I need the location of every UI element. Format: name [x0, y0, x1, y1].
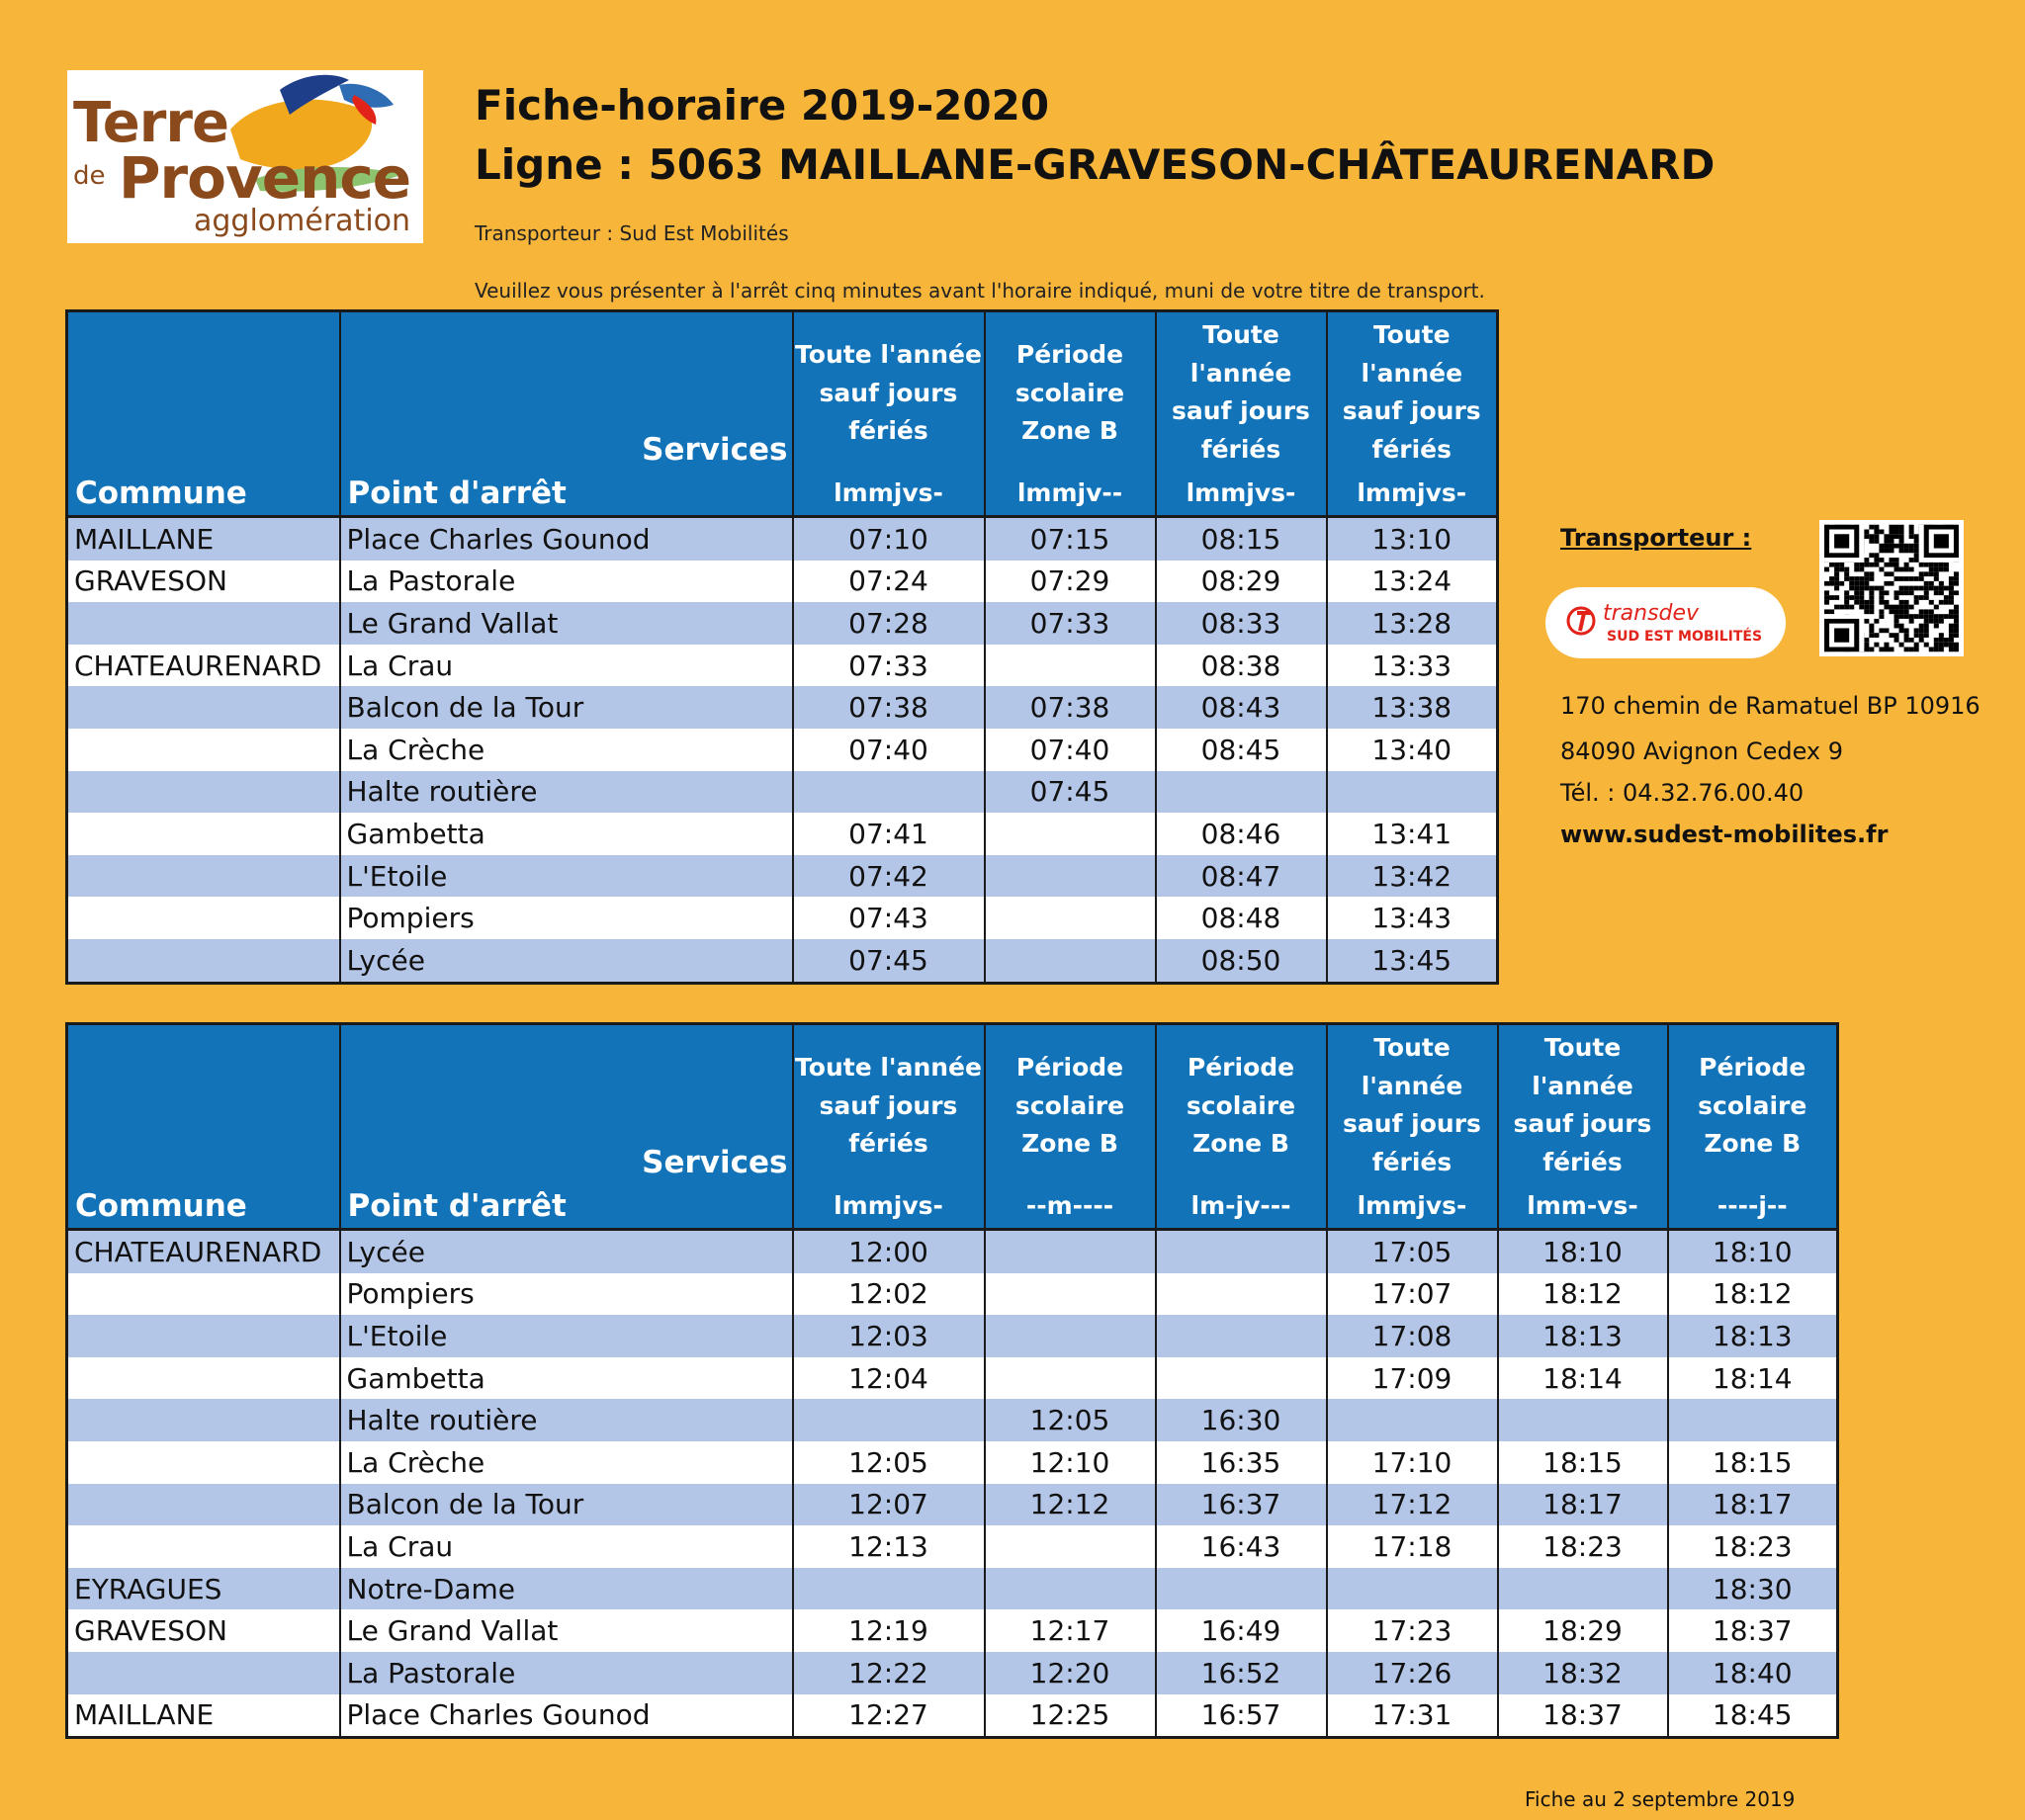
- time-cell: 18:29: [1498, 1609, 1668, 1652]
- stop-cell: La Pastorale: [340, 1652, 793, 1694]
- logo-text-terre: Terre: [73, 91, 228, 155]
- stop-cell: La Crau: [340, 1525, 793, 1568]
- time-cell: [1498, 1399, 1668, 1441]
- service-desc: Toute l'année sauf jours fériés: [1343, 1033, 1481, 1176]
- table-row: [67, 1525, 1838, 1568]
- time-cell: 16:35: [1156, 1441, 1327, 1484]
- table-row: [67, 517, 1498, 561]
- table-header-row: [67, 1024, 1838, 1230]
- time-cell: 16:57: [1156, 1694, 1327, 1738]
- table-row: [67, 686, 1498, 729]
- time-cell: 12:20: [985, 1652, 1156, 1694]
- stop-cell: Halte routière: [340, 771, 793, 814]
- time-cell: 12:07: [793, 1484, 985, 1526]
- service-desc: Toute l'année sauf jours fériés: [795, 1053, 982, 1158]
- commune-label: Commune: [75, 476, 247, 511]
- header-service: [985, 311, 1156, 517]
- time-cell: 18:37: [1668, 1609, 1838, 1652]
- table-row: [67, 1315, 1838, 1357]
- stop-cell: Gambetta: [340, 813, 793, 855]
- stop-cell: Pompiers: [340, 1273, 793, 1316]
- time-cell: 17:08: [1327, 1315, 1498, 1357]
- time-cell: 08:46: [1156, 813, 1327, 855]
- stop-cell: Place Charles Gounod: [340, 1694, 793, 1738]
- stop-cell: Lycée: [340, 1230, 793, 1273]
- time-cell: 08:45: [1156, 729, 1327, 771]
- service-code: --m----: [1025, 1191, 1114, 1220]
- time-cell: 07:24: [793, 561, 985, 603]
- table-row: [67, 1230, 1838, 1273]
- stop-cell: L'Etoile: [340, 855, 793, 898]
- time-cell: [985, 1568, 1156, 1610]
- time-cell: 18:12: [1498, 1273, 1668, 1316]
- table-row: [67, 1694, 1838, 1738]
- stop-cell: L'Etoile: [340, 1315, 793, 1357]
- commune-cell: [67, 1525, 340, 1568]
- header-service: [1327, 311, 1498, 517]
- logo-text-provence: Provence: [119, 144, 411, 212]
- commune-cell: [67, 686, 340, 729]
- time-cell: 18:40: [1668, 1652, 1838, 1694]
- time-cell: 12:04: [793, 1357, 985, 1400]
- service-code: lmmjvs-: [1357, 1191, 1467, 1220]
- table-row: [67, 645, 1498, 687]
- time-cell: 18:37: [1498, 1694, 1668, 1738]
- time-cell: 12:19: [793, 1609, 985, 1652]
- services-label: Services: [642, 1145, 788, 1180]
- time-cell: 07:45: [793, 939, 985, 983]
- stop-cell: La Pastorale: [340, 561, 793, 603]
- service-desc: Période scolaire Zone B: [1014, 340, 1125, 445]
- transdev-mark-icon: [1565, 603, 1601, 639]
- time-cell: [985, 1230, 1156, 1273]
- time-cell: 13:38: [1327, 686, 1498, 729]
- time-cell: 12:25: [985, 1694, 1156, 1738]
- table-row: [67, 729, 1498, 771]
- service-code: lmmjvs-: [834, 1191, 943, 1220]
- time-cell: [1156, 1568, 1327, 1610]
- time-cell: 17:10: [1327, 1441, 1498, 1484]
- time-cell: 18:13: [1498, 1315, 1668, 1357]
- time-cell: 07:42: [793, 855, 985, 898]
- time-cell: 13:33: [1327, 645, 1498, 687]
- services-label: Services: [642, 432, 788, 468]
- table-row: [67, 1399, 1838, 1441]
- time-cell: 16:52: [1156, 1652, 1327, 1694]
- service-desc: Toute l'année sauf jours fériés: [795, 340, 982, 445]
- time-cell: [985, 1525, 1156, 1568]
- time-cell: [985, 813, 1156, 855]
- time-cell: 07:15: [985, 517, 1156, 561]
- time-cell: 07:29: [985, 561, 1156, 603]
- stop-cell: Balcon de la Tour: [340, 686, 793, 729]
- time-cell: 18:15: [1498, 1441, 1668, 1484]
- time-cell: 13:28: [1327, 602, 1498, 645]
- time-cell: 07:38: [985, 686, 1156, 729]
- carrier-website-link[interactable]: www.sudest-mobilites.fr: [1560, 821, 1889, 848]
- carrier-label: Transporteur :: [1560, 524, 1752, 552]
- time-cell: 18:32: [1498, 1652, 1668, 1694]
- time-cell: 18:17: [1498, 1484, 1668, 1526]
- stop-cell: La Crau: [340, 645, 793, 687]
- time-cell: 18:15: [1668, 1441, 1838, 1484]
- time-cell: 18:13: [1668, 1315, 1838, 1357]
- time-cell: 12:17: [985, 1609, 1156, 1652]
- commune-label: Commune: [75, 1188, 247, 1224]
- service-code: lmm-vs-: [1527, 1191, 1638, 1220]
- time-cell: [1156, 1315, 1327, 1357]
- commune-cell: GRAVESON: [67, 1609, 340, 1652]
- header-commune: [67, 1024, 340, 1230]
- time-cell: 18:30: [1668, 1568, 1838, 1610]
- time-cell: 12:27: [793, 1694, 985, 1738]
- commune-cell: [67, 855, 340, 898]
- header-service: [985, 1024, 1156, 1230]
- time-cell: 17:26: [1327, 1652, 1498, 1694]
- time-cell: 17:05: [1327, 1230, 1498, 1273]
- time-cell: [1156, 1273, 1327, 1316]
- time-cell: 17:12: [1327, 1484, 1498, 1526]
- service-code: ----j--: [1717, 1191, 1788, 1220]
- time-cell: 18:14: [1668, 1357, 1838, 1400]
- header-service: [1327, 1024, 1498, 1230]
- time-cell: 08:47: [1156, 855, 1327, 898]
- time-cell: 18:23: [1668, 1525, 1838, 1568]
- service-desc: Période scolaire Zone B: [1186, 1053, 1296, 1158]
- commune-cell: [67, 602, 340, 645]
- service-desc: Période scolaire Zone B: [1014, 1053, 1125, 1158]
- transdev-logo: [1545, 587, 1786, 658]
- time-cell: 07:33: [793, 645, 985, 687]
- commune-cell: CHATEAURENARD: [67, 1230, 340, 1273]
- commune-cell: [67, 1441, 340, 1484]
- time-cell: [793, 1568, 985, 1610]
- commune-cell: [67, 813, 340, 855]
- table-row: [67, 1568, 1838, 1610]
- stop-cell: La Crèche: [340, 729, 793, 771]
- time-cell: 13:45: [1327, 939, 1498, 983]
- header-service: [1498, 1024, 1668, 1230]
- commune-cell: CHATEAURENARD: [67, 645, 340, 687]
- service-desc: Toute l'année sauf jours fériés: [1172, 320, 1310, 464]
- header-service: [793, 311, 985, 517]
- stop-cell: Halte routière: [340, 1399, 793, 1441]
- header-service: [793, 1024, 985, 1230]
- time-cell: 18:12: [1668, 1273, 1838, 1316]
- line-title: Ligne : 5063 MAILLANE-GRAVESON-CHÂTEAURENARD: [475, 140, 1716, 189]
- commune-cell: [67, 939, 340, 983]
- time-cell: 08:43: [1156, 686, 1327, 729]
- time-cell: 07:40: [985, 729, 1156, 771]
- stop-cell: Gambetta: [340, 1357, 793, 1400]
- commune-cell: [67, 897, 340, 939]
- time-cell: 08:48: [1156, 897, 1327, 939]
- commune-cell: [67, 771, 340, 814]
- table-row: [67, 1609, 1838, 1652]
- time-cell: [985, 645, 1156, 687]
- stop-cell: Place Charles Gounod: [340, 517, 793, 561]
- time-cell: 12:05: [793, 1441, 985, 1484]
- commune-cell: MAILLANE: [67, 1694, 340, 1738]
- time-cell: [985, 1357, 1156, 1400]
- stop-cell: Le Grand Vallat: [340, 602, 793, 645]
- stop-cell: La Crèche: [340, 1441, 793, 1484]
- time-cell: 18:45: [1668, 1694, 1838, 1738]
- header-stop: [340, 311, 793, 517]
- footer-date: Fiche au 2 septembre 2019: [1525, 1787, 1796, 1811]
- time-cell: [1156, 771, 1327, 814]
- time-cell: 07:43: [793, 897, 985, 939]
- table-row: [67, 1652, 1838, 1694]
- stop-label: Point d'arrêt: [347, 476, 567, 511]
- transdev-sub: SUD EST MOBILITÉS: [1607, 629, 1763, 645]
- time-cell: 13:24: [1327, 561, 1498, 603]
- service-desc: Toute l'année sauf jours fériés: [1342, 320, 1481, 464]
- time-cell: 17:09: [1327, 1357, 1498, 1400]
- time-cell: [1327, 1399, 1498, 1441]
- table-row: [67, 602, 1498, 645]
- time-cell: [985, 1273, 1156, 1316]
- qr-code-icon: [1819, 520, 1964, 656]
- service-desc: Période scolaire Zone B: [1698, 1053, 1807, 1158]
- terre-de-provence-logo: [67, 70, 423, 243]
- notice-text: Veuillez vous présenter à l'arrêt cinq minutes avant l'horaire indiqué, muni de votre titre de transport.: [475, 279, 1485, 303]
- time-cell: [1498, 1568, 1668, 1610]
- commune-cell: [67, 1652, 340, 1694]
- service-code: lmmjvs-: [1186, 478, 1296, 507]
- service-code: lmmjvs-: [1357, 478, 1467, 507]
- stop-cell: Notre-Dame: [340, 1568, 793, 1610]
- time-cell: [1156, 1357, 1327, 1400]
- time-cell: 13:10: [1327, 517, 1498, 561]
- logo-text-de: de: [73, 161, 106, 191]
- time-cell: [1668, 1399, 1838, 1441]
- stop-cell: Pompiers: [340, 897, 793, 939]
- header-commune: [67, 311, 340, 517]
- table-row: [67, 939, 1498, 983]
- carrier-address-1: 170 chemin de Ramatuel BP 10916: [1560, 692, 1981, 720]
- table-row: [67, 771, 1498, 814]
- table-row: [67, 1441, 1838, 1484]
- time-cell: 16:37: [1156, 1484, 1327, 1526]
- carrier-text: Transporteur : Sud Est Mobilités: [475, 221, 789, 245]
- time-cell: 12:13: [793, 1525, 985, 1568]
- table-header-row: [67, 311, 1498, 517]
- time-cell: 12:10: [985, 1441, 1156, 1484]
- time-cell: 07:41: [793, 813, 985, 855]
- table-row: [67, 561, 1498, 603]
- time-cell: 08:15: [1156, 517, 1327, 561]
- header-service: [1156, 311, 1327, 517]
- time-cell: 12:05: [985, 1399, 1156, 1441]
- commune-cell: [67, 1315, 340, 1357]
- timetable-return: [65, 1022, 1839, 1739]
- header-stop: [340, 1024, 793, 1230]
- time-cell: 07:28: [793, 602, 985, 645]
- table-row: [67, 897, 1498, 939]
- time-cell: 07:40: [793, 729, 985, 771]
- time-cell: 17:07: [1327, 1273, 1498, 1316]
- time-cell: 16:43: [1156, 1525, 1327, 1568]
- time-cell: [793, 771, 985, 814]
- time-cell: 08:38: [1156, 645, 1327, 687]
- time-cell: 17:18: [1327, 1525, 1498, 1568]
- time-cell: 18:10: [1668, 1230, 1838, 1273]
- time-cell: 13:41: [1327, 813, 1498, 855]
- time-cell: 12:03: [793, 1315, 985, 1357]
- service-code: lmmjvs-: [834, 478, 943, 507]
- table-row: [67, 813, 1498, 855]
- time-cell: [793, 1399, 985, 1441]
- commune-cell: [67, 1273, 340, 1316]
- time-cell: [985, 855, 1156, 898]
- header-service: [1156, 1024, 1327, 1230]
- timetable-outbound: [65, 309, 1499, 985]
- time-cell: 18:14: [1498, 1357, 1668, 1400]
- commune-cell: MAILLANE: [67, 517, 340, 561]
- stop-cell: Le Grand Vallat: [340, 1609, 793, 1652]
- time-cell: 18:10: [1498, 1230, 1668, 1273]
- time-cell: 13:40: [1327, 729, 1498, 771]
- time-cell: 18:23: [1498, 1525, 1668, 1568]
- time-cell: [1327, 1568, 1498, 1610]
- time-cell: 18:17: [1668, 1484, 1838, 1526]
- time-cell: [1156, 1230, 1327, 1273]
- service-code: lmmjv--: [1016, 478, 1123, 507]
- carrier-address-2: 84090 Avignon Cedex 9: [1560, 737, 1844, 765]
- commune-cell: [67, 1357, 340, 1400]
- time-cell: [985, 1315, 1156, 1357]
- commune-cell: GRAVESON: [67, 561, 340, 603]
- time-cell: 07:38: [793, 686, 985, 729]
- carrier-phone: Tél. : 04.32.76.00.40: [1560, 779, 1805, 807]
- transdev-word: transdev: [1603, 601, 1700, 626]
- time-cell: 08:33: [1156, 602, 1327, 645]
- time-cell: 07:10: [793, 517, 985, 561]
- commune-cell: [67, 729, 340, 771]
- time-cell: 17:23: [1327, 1609, 1498, 1652]
- service-desc: Toute l'année sauf jours fériés: [1513, 1033, 1652, 1176]
- time-cell: 08:29: [1156, 561, 1327, 603]
- time-cell: 12:00: [793, 1230, 985, 1273]
- table-row: [67, 1273, 1838, 1316]
- stop-cell: Lycée: [340, 939, 793, 983]
- table-row: [67, 855, 1498, 898]
- time-cell: 07:45: [985, 771, 1156, 814]
- stop-label: Point d'arrêt: [347, 1188, 567, 1224]
- logo-text-agglomeration: agglomération: [194, 204, 411, 238]
- time-cell: 08:50: [1156, 939, 1327, 983]
- time-cell: 12:02: [793, 1273, 985, 1316]
- time-cell: 12:12: [985, 1484, 1156, 1526]
- service-code: lm-jv---: [1190, 1191, 1291, 1220]
- time-cell: 07:33: [985, 602, 1156, 645]
- stop-cell: Balcon de la Tour: [340, 1484, 793, 1526]
- time-cell: 13:43: [1327, 897, 1498, 939]
- time-cell: 13:42: [1327, 855, 1498, 898]
- table-row: [67, 1484, 1838, 1526]
- commune-cell: EYRAGUES: [67, 1568, 340, 1610]
- commune-cell: [67, 1399, 340, 1441]
- time-cell: 17:31: [1327, 1694, 1498, 1738]
- page-title: Fiche-horaire 2019-2020: [475, 81, 1050, 130]
- time-cell: 16:49: [1156, 1609, 1327, 1652]
- time-cell: 12:22: [793, 1652, 985, 1694]
- time-cell: [1327, 771, 1498, 814]
- commune-cell: [67, 1484, 340, 1526]
- table-row: [67, 1357, 1838, 1400]
- time-cell: 16:30: [1156, 1399, 1327, 1441]
- header-service: [1668, 1024, 1838, 1230]
- time-cell: [985, 897, 1156, 939]
- time-cell: [985, 939, 1156, 983]
